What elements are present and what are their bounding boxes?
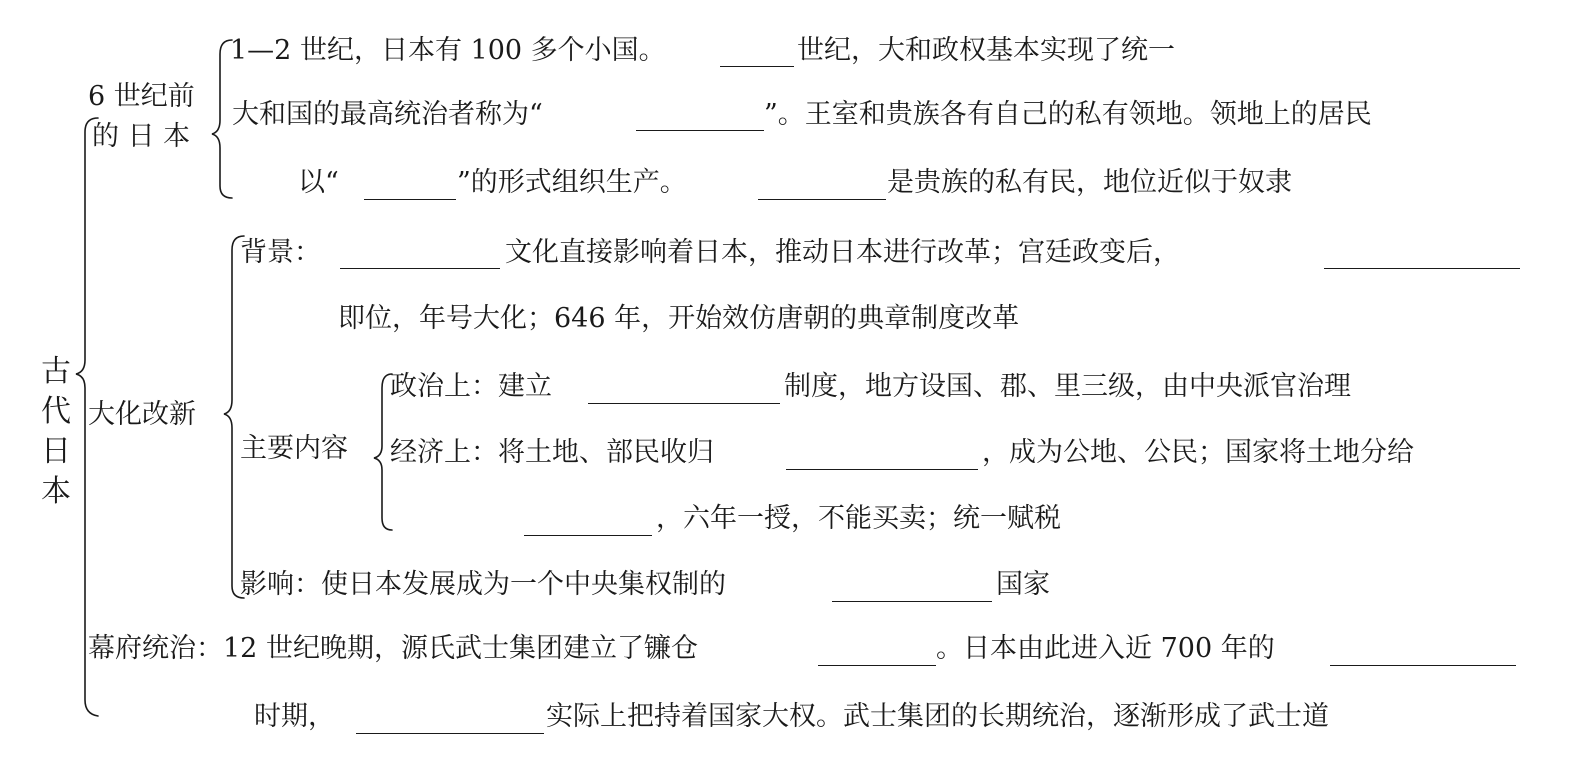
shogunate-line2-text-a: 时期，	[254, 701, 335, 732]
section1-label-line1: 6 世纪前	[88, 81, 195, 112]
background-text-b: 文化直接影响着日本，推动日本进行改革；宫廷政变后，	[505, 237, 1180, 268]
section1-line1-text-a: 1—2 世纪，日本有 100 多个小国。	[230, 35, 666, 66]
section1-line1-text-b: 世纪，大和政权基本实现了统一	[797, 35, 1175, 66]
root-label-char: 日	[41, 434, 71, 469]
shogunate-line2-text-b: 实际上把持着国家大权。武士集团的长期统治，逐渐形成了武士道	[546, 701, 1329, 732]
section1-line2-text-b: ”。王室和贵族各有自己的私有领地。领地上的居民	[764, 99, 1372, 130]
background-line2: 即位，年号大化；646 年，开始效仿唐朝的典章制度改革	[338, 303, 1020, 334]
political-text-a: 政治上：建立	[390, 371, 552, 402]
shogunate-line1-text-a: 幕府统治：12 世纪晚期，源氏武士集团建立了镰仓	[88, 633, 698, 664]
answer-blank[interactable]	[786, 469, 978, 470]
economic-line2: ，六年一授，不能买卖；统一赋税	[656, 503, 1061, 534]
shogunate-line1-text-b: 。日本由此进入近 700 年的	[936, 633, 1275, 664]
section1-label-line2: 的 日 本	[92, 121, 191, 152]
answer-blank[interactable]	[1330, 665, 1516, 666]
answer-blank[interactable]	[340, 268, 500, 269]
content-label: 主要内容	[240, 433, 348, 464]
root-label-char: 本	[41, 474, 71, 509]
root-label-char: 代	[41, 394, 71, 429]
root-label	[36, 352, 76, 512]
section1-line3-text-c: 是贵族的私有民，地位近似于奴隶	[887, 167, 1292, 198]
answer-blank[interactable]	[356, 733, 544, 734]
answer-blank[interactable]	[588, 403, 780, 404]
economic-text-a: 经济上：将土地、部民收归	[390, 437, 714, 468]
root-label-char: 古	[41, 354, 71, 389]
section1-line2-text-a: 大和国的最高统治者称为“	[232, 99, 543, 130]
impact-text-b: 国家	[996, 569, 1050, 600]
political-text-b: 制度，地方设国、郡、里三级，由中央派官治理	[784, 371, 1351, 402]
economic-text-b: ，成为公地、公民；国家将土地分给	[982, 437, 1414, 468]
answer-blank[interactable]	[832, 601, 992, 602]
answer-blank[interactable]	[524, 535, 652, 536]
section2-label: 大化改新	[88, 399, 196, 430]
section1-line3-text-a: 以“	[298, 167, 339, 198]
section1-line3-text-b: ”的形式组织生产。	[457, 167, 687, 198]
answer-blank[interactable]	[758, 199, 886, 200]
section1-brace	[212, 40, 232, 198]
section2-brace	[224, 236, 244, 598]
answer-blank[interactable]	[364, 199, 456, 200]
answer-blank[interactable]	[636, 130, 764, 131]
impact-text-a: 影响：使日本发展成为一个中央集权制的	[240, 569, 726, 600]
answer-blank[interactable]	[720, 66, 794, 67]
answer-blank[interactable]	[1324, 268, 1520, 269]
answer-blank[interactable]	[818, 665, 936, 666]
background-text-a: 背景：	[240, 237, 321, 268]
